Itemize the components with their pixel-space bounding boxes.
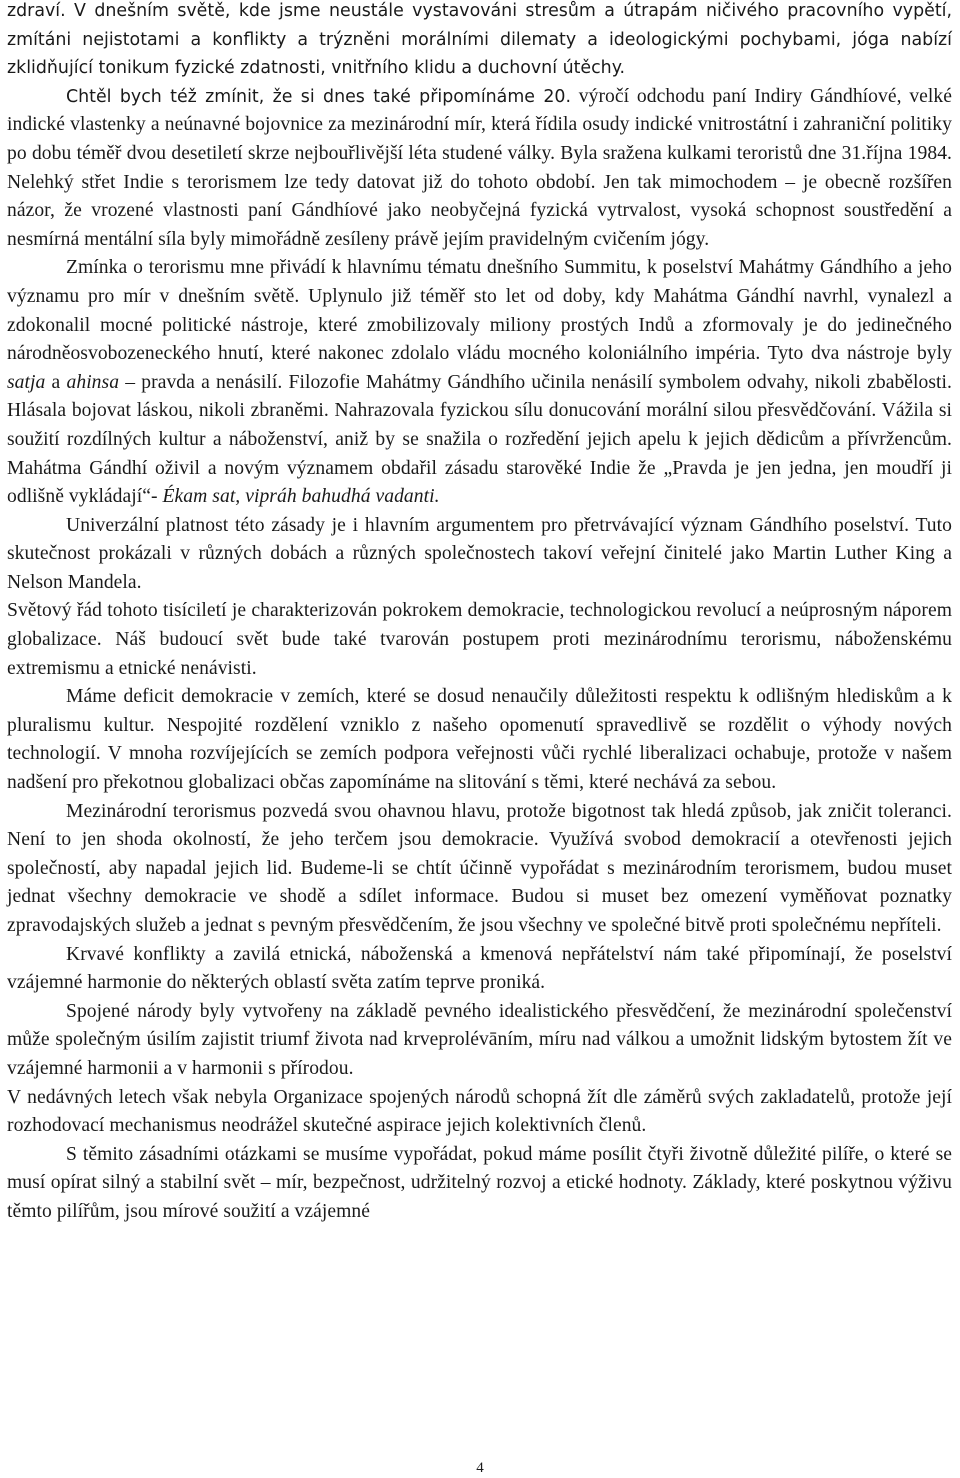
paragraph-2-sans-text: Chtěl bych též zmínit, že si dnes také připomínáme 20. (66, 86, 571, 107)
paragraph-3-text-c: – pravda a nenásilí. Filozofie Mahátmy Gándhího učinila nenásilí symbolem odvahy, nikoli zbabělosti. Hlásala bojovat láskou, nikoli zbraněmi. Nahrazovala fyzickou sílu donucování morální silou přesvědčování. Vážila si soužití rozdílných kultur a náboženství, aniž by se snažila o rozředění jejich apelu k jejich dědicům a přívržencům. Mahátma Gándhí oživil a novým významem obdařil zásadu starověké Indie že „Pravda je jen jedna, jen moudří ji odlišně vykládají“- (7, 371, 952, 508)
paragraph-2 (7, 83, 952, 255)
paragraph-3 (7, 254, 952, 511)
paragraph-5: Světový řád tohoto tisíciletí je charakterizován pokrokem demokracie, technologickou revolucí a neúprosným náporem globalizace. Náš budoucí svět bude také tvarován postupem proti mezinárodnímu terorismu, náboženskému extremismu a etnické nenávisti. (7, 600, 952, 679)
paragraph-7: Mezinárodní terorismus pozvedá svou ohavnou hlavu, protože bigotnost tak hledá způsob, jak zničit toleranci. Není to jen shoda okolností, že jeho terčem jsou demokracie. Využívá svobod demokracií a otevřenosti jejich společností, aby napadal jejich lid. Budeme-li se chtít účinně vypořádat s mezinárodním terorismem, budou muset jednat všechny demokracie ve shodě a sdílet informace. Budou si muset bez omezení vyměňovat poznatky zpravodajských služeb a jednat s pevným přesvědčením, že jsou všechny ve společné bitvě proti společnému nepříteli. (7, 800, 952, 936)
page-number: 4 (476, 1460, 484, 1476)
body-text (7, 0, 952, 1227)
paragraph-8: Krvavé konflikty a zavilá etnická, náboženská a kmenová nepřátelství nám také připomínají, že poselství vzájemné harmonie do některých oblastí světa zatím teprve proniká. (7, 943, 952, 994)
paragraph-6: Máme deficit demokracie v zemích, které se dosud nenaučily důležitosti respektu k odlišným hlediskům a k pluralismu kultur. Nespojité rozdělení vzniklo z našeho opomenutí spravedlivě se rozdělit o výhody nových technologií. V mnoha rozvíjejících se zemích podpora veřejnosti vůči rychlé liberalizaci ochabuje, protože v našem nadšení pro překotnou globalizaci občas zapomínáme na slitování s těmi, které nechává za sebou. (7, 686, 952, 794)
paragraph-9: Spojené národy byly vytvořeny na základě pevného idealistického přesvědčení, že mezinárodní společenství může společným úsilím zajistit triumf života nad krveprolévāním, míru nad válkou a umožnit lidským bytostem žít ve vzájemné harmonii a v harmonii s přírodou. (7, 1000, 952, 1079)
paragraph-3-text-a: Zmínka o terorismu mne přivádí k hlavnímu tématu dnešního Summitu, k poselství Mahátmy Gándhího a jeho významu pro mír v dnešním světě. Uplynulo již téměř sto let od doby, kdy Mahátma Gándhí navrhl, vynalezl a zdokonalil mocné politické nástroje, které zmobilizovaly miliony prostých Indů a zformovaly je do jedinečného národněosvobozeneckého hnutí, které nakonec zdolalo vládu mocného koloniálního impéria. Tyto dva nástroje byly (7, 257, 952, 365)
paragraph-1-text: zdraví. V dnešním světě, kde jsme neustále vystavováni stresům a útrapám ničivého pracovního vypětí, zmítáni nejistotami a konflikty a trýzněni morálními dilematy a ideologickými pochybami, jóga nabízí zklidňující tonikum fyzické zdatnosti, vnitřního klidu a duchovní útěchy. (7, 1, 952, 79)
term-satja: satja (7, 371, 46, 393)
paragraph-3-text-b: a (45, 371, 67, 393)
paragraph-2-serif-text: výročí odchodu paní Indiry Gándhíové, velké indické vlastenky a neúnavné bojovnice za mezinárodní mír, která řídila osudy indické vnitrostátní i zahraniční politiky po dobu téměř dvou desetiletí skrze nejbouřlivější léta studené války. Byla sražena kulkami teroristů dne 31.října 1984. Nelehký střet Indie s terorismem lze tedy datovat již do tohoto období. Jen tak mimochodem – je obecně rozšířen názor, že vrozené vlastnosti paní Gándhíové jako neobyčejná fyzická vytrvalost, vysoká schopnost soustředění a nesmírná mentální síla byly mimořádně zesíleny právě jejím pravidelným cvičením jógy. (7, 85, 953, 250)
sanskrit-quote: Ékam sat, vipráh bahudhá vadanti. (162, 486, 440, 508)
paragraph-10: V nedávných letech však nebyla Organizace spojených národů schopná žít dle záměrů svých zakladatelů, protože její rozhodovací mechanismus neodrážel skutečné aspirace jejich kolektivních členů. (7, 1086, 952, 1137)
paragraph-11: S těmito zásadními otázkami se musíme vypořádat, pokud máme posílit čtyři životně důležité pilíře, o které se musí opírat silný a stabilní svět – mír, bezpečnost, udržitelný rozvoj a etické hodnoty. Základy, které poskytnou výživu těmto pilířům, jsou mírové soužití a vzájemné (7, 1143, 952, 1222)
paragraph-4: Univerzální platnost této zásady je i hlavním argumentem pro přetrvávající význam Gándhího poselství. Tuto skutečnost prokázali v různých dobách a různých společnostech takoví veřejní činitelé jako Martin Luther King a Nelson Mandela. (7, 514, 952, 593)
term-ahinsa: ahinsa (66, 371, 120, 393)
paragraph-1 (7, 0, 952, 83)
